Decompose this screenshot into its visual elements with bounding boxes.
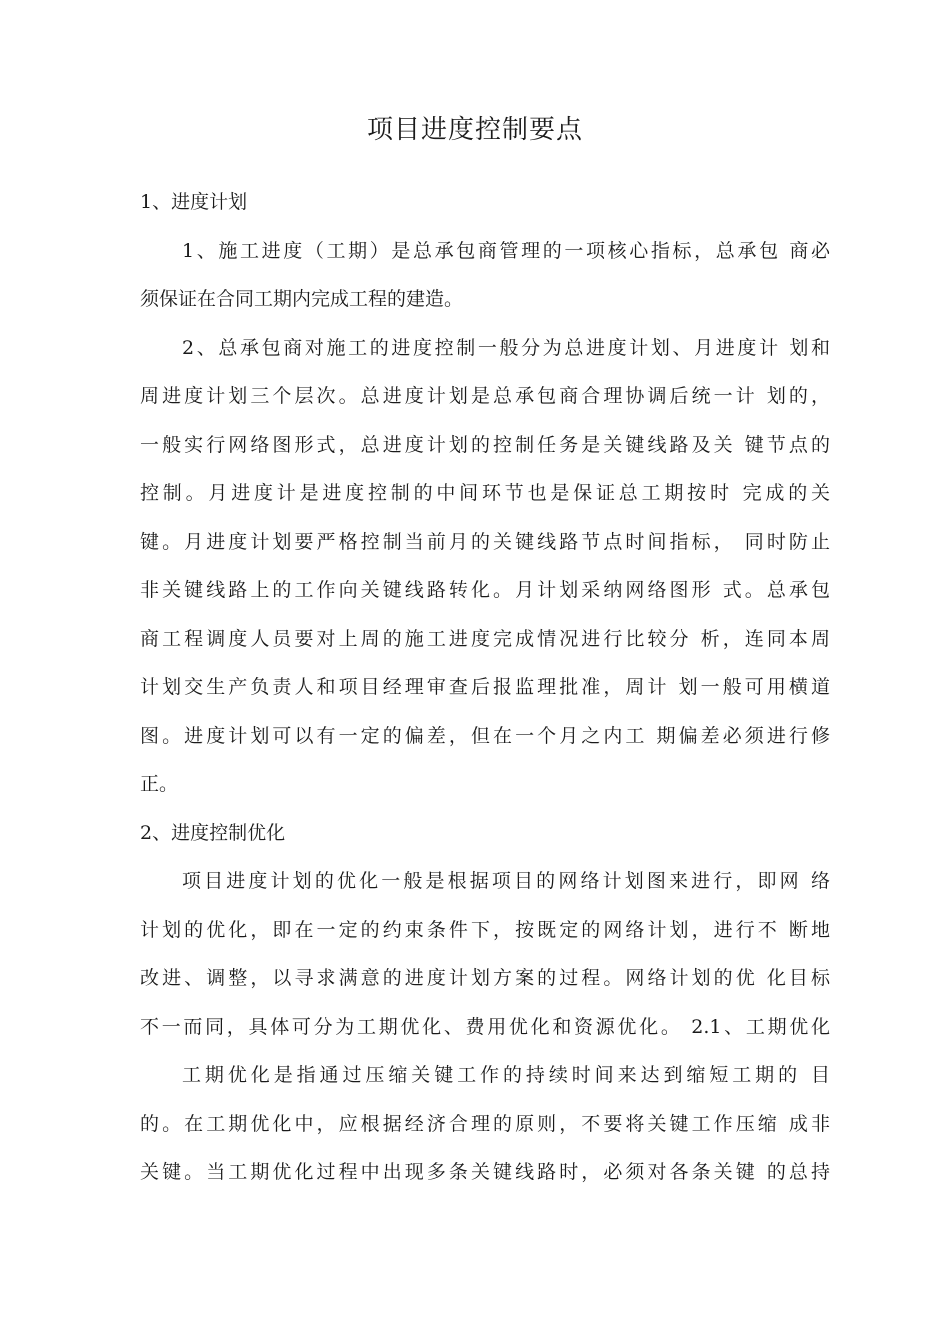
paragraph-line: 不一而同，具体可分为工期优化、费用优化和资源优化。 2.1、工期优化 — [140, 1015, 830, 1038]
paragraph-line: 关键。当工期优化过程中出现多条关键线路时，必须对各条关键 的总持 — [140, 1161, 830, 1183]
paragraph-line: 控制。月进度计是进度控制的中间环节也是保证总工期按时 完成的关 — [140, 482, 830, 504]
paragraph-line: 的。在工期优化中，应根据经济合理的原则，不要将关键工作压缩 成非 — [140, 1112, 830, 1135]
paragraph-line: 图。进度计划可以有一定的偏差，但在一个月之内工 期偏差必须进行修 — [140, 724, 830, 747]
section-heading-2: 2、进度控制优化 — [140, 821, 286, 844]
document-title: 项目进度控制要点 — [366, 115, 583, 145]
paragraph-line: 一般实行网络图形式，总进度计划的控制任务是关键线路及关 键节点的 — [140, 433, 830, 456]
section-heading-1: 1、进度计划 — [140, 191, 248, 213]
paragraph-line: 周进度计划三个层次。总进度计划是总承包商合理协调后统一计 划的， — [140, 385, 830, 407]
paragraph-line: 须保证在合同工期内完成工程的建造。 — [140, 288, 464, 310]
paragraph-line: 非关键线路上的工作向关键线路转化。月计划采纳网络图形 式。总承包 — [140, 579, 830, 601]
paragraph-line: 2、总承包商对施工的进度控制一般分为总进度计划、月进度计 划和 — [182, 336, 830, 359]
paragraph-line: 计划交生产负责人和项目经理审查后报监理批准，周计 划一般可用横道 — [140, 676, 830, 698]
paragraph-2-1 — [140, 857, 830, 1051]
paragraph-line: 项目进度计划的优化一般是根据项目的网络计划图来进行，即网 络 — [182, 870, 830, 892]
paragraph-line: 键。月进度计划要严格控制当前月的关键线路节点时间指标， 同时防止 — [140, 530, 830, 553]
paragraph-2-2 — [140, 1051, 830, 1197]
paragraph-line: 计划的优化，即在一定的约束条件下，按既定的网络计划，进行不 断地 — [140, 918, 830, 941]
document-body — [140, 178, 830, 1197]
paragraph-line: 正。 — [140, 773, 179, 795]
paragraph-1-2 — [140, 324, 830, 809]
paragraph-line: 商工程调度人员要对上周的施工进度完成情况进行比较分 析，连同本周 — [140, 627, 830, 650]
paragraph-line: 1、施工进度（工期）是总承包商管理的一项核心指标，总承包 商必 — [182, 239, 830, 262]
paragraph-line: 工期优化是指通过压缩关键工作的持续时间来达到缩短工期的 目 — [182, 1064, 830, 1086]
paragraph-line: 改进、调整，以寻求满意的进度计划方案的过程。网络计划的优 化目标 — [140, 967, 830, 989]
paragraph-1-1 — [140, 227, 830, 324]
